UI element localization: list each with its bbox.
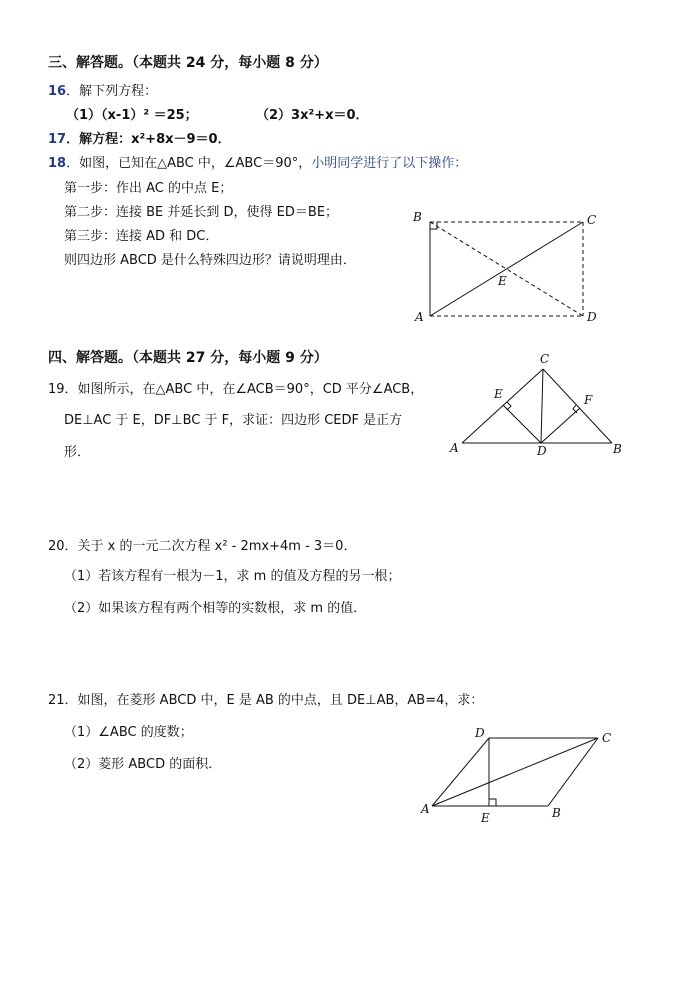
- q20-part2: （2）如果该方程有两个相等的实数根，求 m 的值．: [64, 601, 367, 616]
- q16-number: 16: [48, 84, 67, 99]
- q21-right-angle-mark: [489, 799, 496, 806]
- q18-label-b: B: [413, 210, 422, 224]
- q21-label-b: B: [552, 806, 561, 820]
- q19-label-d: D: [537, 444, 547, 458]
- q21-part2: （2）菱形 ABCD 的面积．: [64, 757, 222, 772]
- q16-stem-text: ．解下列方程：: [66, 84, 158, 99]
- q16-part2: （2）3x²+x＝0．: [256, 108, 369, 123]
- q19-label-e: E: [494, 387, 503, 401]
- section3-title: 三、解答题。（本题共 24 分，每小题 8 分）: [48, 55, 328, 71]
- q18-number: 18: [48, 156, 67, 171]
- q16-part1: （1）（x-1）² ＝25；: [66, 108, 198, 123]
- q20-stem: 20．关于 x 的一元二次方程 x² - 2mx+4m - 3＝0．: [48, 539, 357, 554]
- q18-label-e: E: [498, 274, 507, 288]
- q19-line2: DE⊥AC 于 E，DF⊥BC 于 F，求证：四边形 CEDF 是正方: [64, 413, 403, 428]
- q21-stem: 21．如图，在菱形 ABCD 中，E 是 AB 的中点，且 DE⊥AB，AB=4，求：: [48, 693, 484, 708]
- q19-label-a: A: [450, 441, 459, 455]
- q18-label-c: C: [587, 213, 597, 227]
- q18-label-d: D: [587, 310, 597, 324]
- q18-label-a: A: [415, 310, 424, 324]
- q21-segment-ad: [432, 738, 489, 806]
- q19-line3: 形．: [64, 445, 91, 460]
- q20-part1: （1）若该方程有一根为－1，求 m 的值及方程的另一根；: [64, 569, 401, 584]
- q21-label-d: D: [475, 726, 485, 740]
- q18-step3: 第三步：连接 AD 和 DC．: [64, 229, 219, 244]
- section4-title: 四、解答题。（本题共 27 分，每小题 9 分）: [48, 350, 328, 366]
- q18-step1: 第一步：作出 AC 的中点 E；: [64, 181, 233, 196]
- q18-stem-b: 小明同学进行了以下操作：: [311, 156, 468, 171]
- q18-stem-a: ．如图，已知在△ABC 中，∠ABC＝90°，: [66, 156, 312, 171]
- q19-label-c: C: [540, 352, 550, 366]
- q21-label-e: E: [481, 811, 490, 825]
- q18-step2: 第二步：连接 BE 并延长到 D，使得 ED＝BE；: [64, 205, 339, 220]
- q21-label-c: C: [602, 731, 612, 745]
- q17-number: 17: [48, 132, 67, 147]
- q21-part1: （1）∠ABC 的度数；: [64, 725, 193, 740]
- q18-question: 则四边形 ABCD 是什么特殊四边形？请说明理由．: [64, 253, 356, 268]
- q19-label-f: F: [584, 393, 593, 407]
- q17-text: ．解方程：x²+8x－9＝0．: [66, 132, 231, 147]
- q19-label-b: B: [613, 442, 622, 456]
- q19-line1: 19．如图所示，在△ABC 中，在∠ACB＝90°，CD 平分∠ACB，: [48, 382, 424, 397]
- q21-label-a: A: [421, 802, 430, 816]
